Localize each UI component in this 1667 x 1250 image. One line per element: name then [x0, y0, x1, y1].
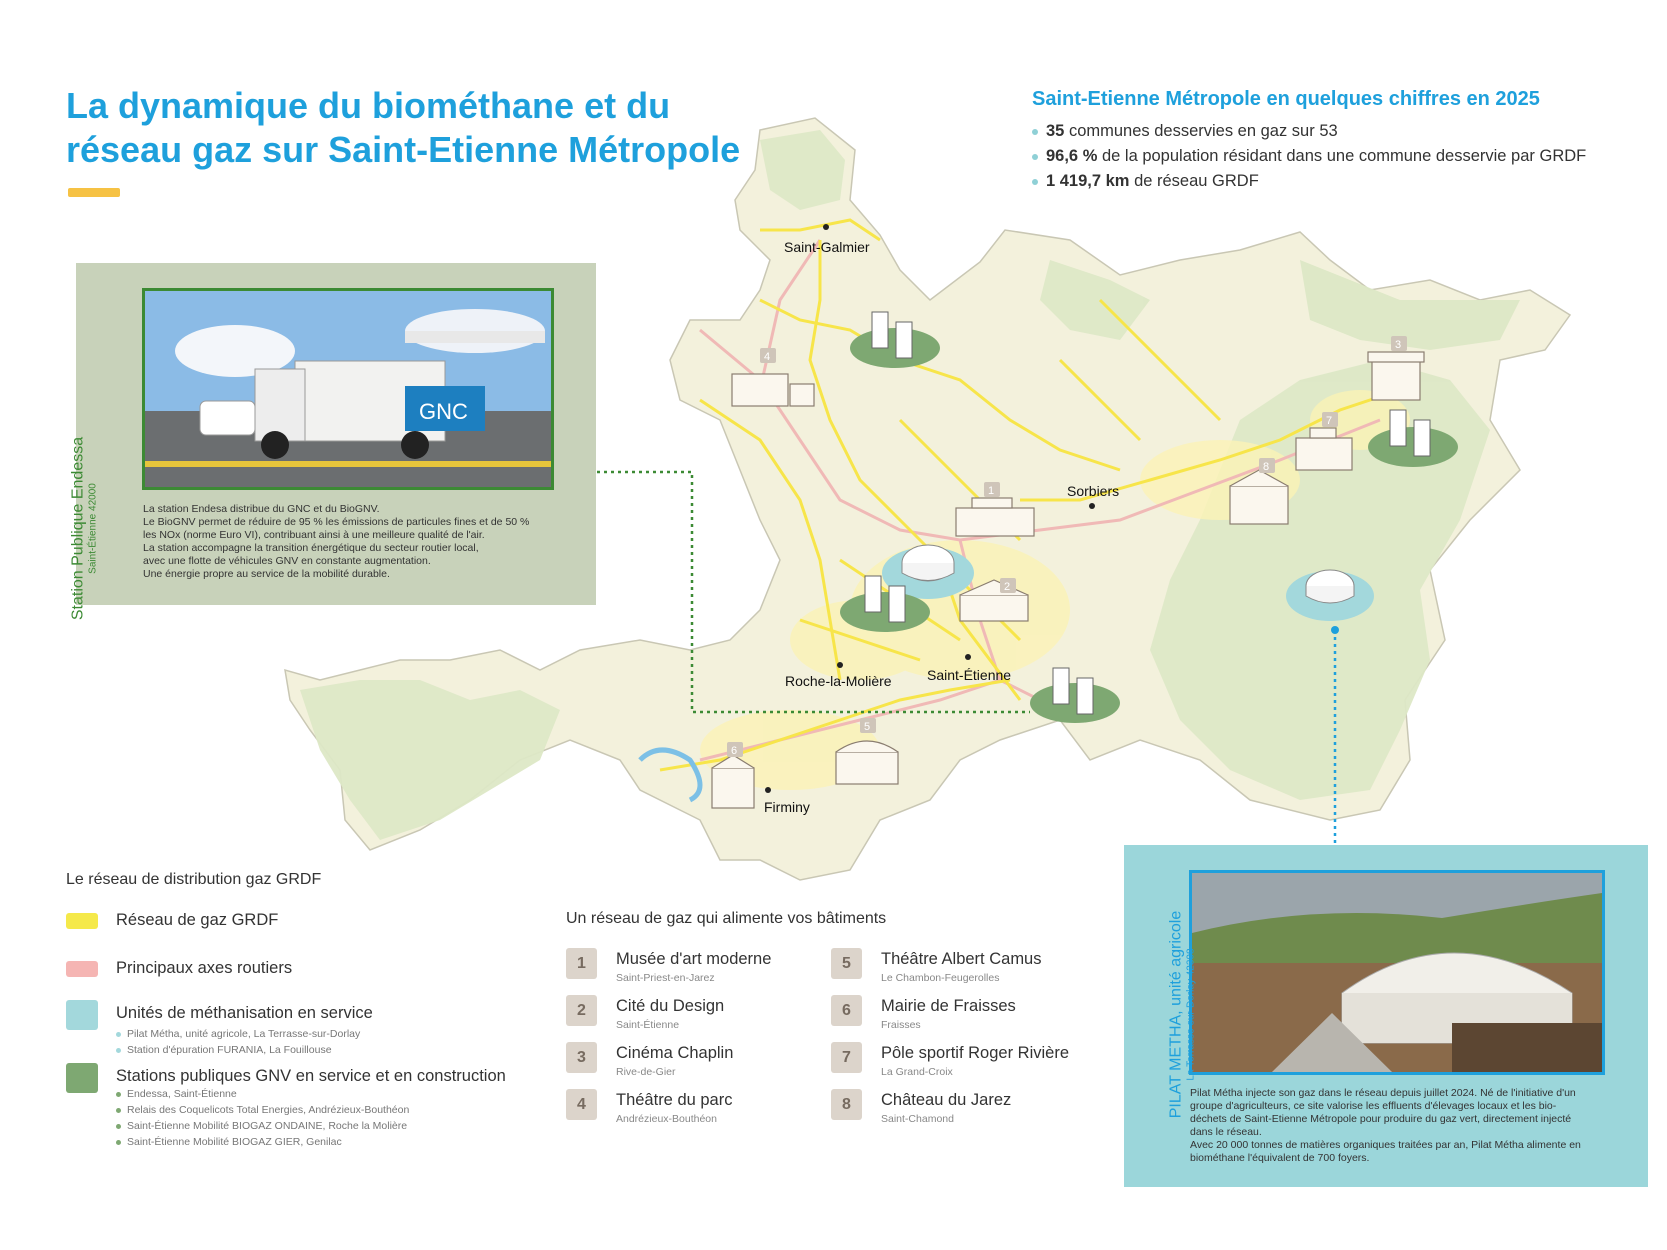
map-badge-6: 6	[731, 745, 738, 757]
page-title: La dynamique du biométhane et du réseau gaz sur Saint-Etienne Métropole	[66, 85, 741, 170]
legend-swatch-gnv	[66, 1063, 98, 1093]
map-badge-7: 7	[1326, 415, 1333, 427]
legend-title: Le réseau de distribution gaz GRDF	[66, 871, 322, 888]
key-figure-item: 1 419,7 km de réseau GRDF	[1032, 169, 1652, 194]
gnc-sign: GNC	[419, 399, 468, 424]
map-badge-3: 3	[1395, 339, 1402, 351]
pilat-metha-photo	[1189, 870, 1605, 1075]
building-item: 6 Mairie de Fraisses Fraisses	[831, 995, 1081, 1039]
place-roche-la-moliere: Roche-la-Molière	[785, 673, 892, 689]
buildings-title: Un réseau de gaz qui alimente vos bâtiments	[566, 910, 887, 927]
title-accent-bar	[68, 188, 120, 197]
legend-swatch-methanisation	[66, 1000, 98, 1030]
map-badge-1: 1	[988, 485, 995, 497]
map-badge-5: 5	[864, 721, 871, 733]
legend-swatch-gas	[66, 913, 98, 929]
key-figure-item: 96,6 % de la population résidant dans une commune desservie par GRDF	[1032, 144, 1652, 169]
endesa-address: Saint-Étienne 42000	[87, 483, 99, 574]
building-item: 2 Cité du Design Saint-Étienne	[566, 995, 816, 1039]
place-saint-etienne: Saint-Étienne	[927, 667, 1012, 683]
map-badge-2: 2	[1004, 581, 1011, 593]
endesa-name: Station Publique Endessa	[69, 436, 87, 621]
endesa-vertical-label	[70, 349, 99, 709]
endesa-description: La station Endesa distribue du GNC et du BioGNV. Le BioGNV permet de réduire de 95 % les émissions de particules fines et de 50 % les NOx (norme Euro VI), contribuant ainsi à une meilleure qualité de l'air. La station accompagne la transition énergétique du secteur routier local, avec une flotte de véhicules GNV en constante augmentation. Une énergie propre au service de la mobilité durable.	[143, 503, 530, 580]
building-item: 4 Théâtre du parc Andrézieux-Bouthéon	[566, 1089, 816, 1133]
map-badge-8: 8	[1263, 461, 1270, 473]
place-sorbiers: Sorbiers	[1067, 483, 1120, 499]
key-figures-heading: Saint-Etienne Métropole en quelques chiffres en 2025	[1032, 88, 1540, 110]
map-badge-4: 4	[764, 351, 771, 363]
place-saint-galmier: Saint-Galmier	[784, 239, 870, 255]
pilat-name: PILAT METHA, unité agricole	[1167, 910, 1185, 1119]
key-figures	[1032, 88, 1652, 194]
place-firminy: Firminy	[764, 799, 810, 815]
pilat-description: Pilat Métha injecte son gaz dans le réseau depuis juillet 2024. Né de l'initiative d'un groupe d'agriculteurs, ce site valorise les effluents d'élevages locaux et les bio- déchets de Saint-Etienne Métropole pour produire du gaz vert, directement injecté dans le réseau. Avec 20 000 tonnes de matières organiques traitées par an, Pilat Métha alimente en biométhane l'équivalent de 700 foyers.	[1190, 1087, 1581, 1164]
building-item: 3 Cinéma Chaplin Rive-de-Gier	[566, 1042, 816, 1086]
building-item: 1 Musée d'art moderne Saint-Priest-en-Jarez	[566, 948, 816, 992]
legend-swatch-roads	[66, 961, 98, 977]
key-figure-item: 35 communes desservies en gaz sur 53	[1032, 119, 1652, 144]
pilat-address: La Terrasse-sur-Dorlay 42308	[1185, 948, 1197, 1081]
endesa-station-photo	[142, 288, 554, 490]
building-item: 8 Château du Jarez Saint-Chamond	[831, 1089, 1081, 1133]
building-item: 7 Pôle sportif Roger Rivière La Grand-Croix	[831, 1042, 1081, 1086]
building-item: 5 Théâtre Albert Camus Le Chambon-Feugerolles	[831, 948, 1081, 992]
